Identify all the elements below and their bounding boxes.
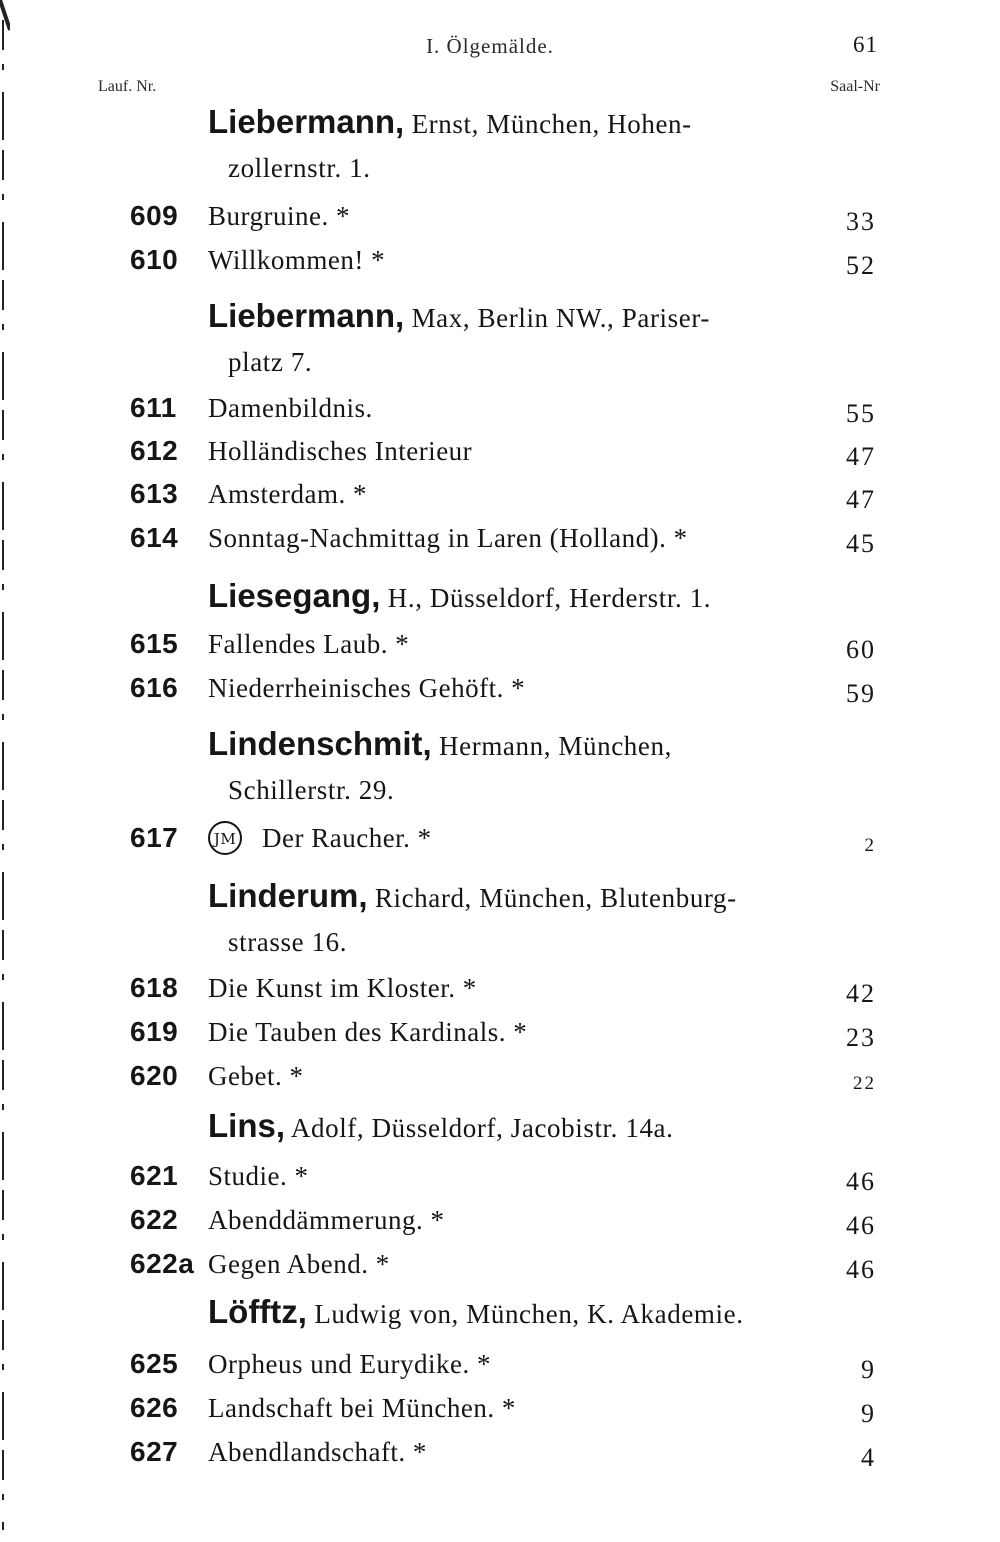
catalog-entry bbox=[130, 1430, 880, 1474]
catalog-entry bbox=[130, 1054, 880, 1098]
artist-heading bbox=[208, 1290, 828, 1336]
entry-number: 620 bbox=[130, 1060, 179, 1091]
entry-number: 625 bbox=[130, 1348, 179, 1379]
entry-room: 52 bbox=[846, 251, 876, 280]
page-number: 61 bbox=[853, 32, 878, 57]
entry-number: 622a bbox=[130, 1248, 195, 1279]
artist-heading bbox=[208, 722, 828, 812]
entry-number: 611 bbox=[130, 392, 177, 423]
entry-title-text: Der Raucher. * bbox=[262, 823, 432, 853]
entry-room: 22 bbox=[853, 1073, 876, 1094]
entry-number: 613 bbox=[130, 478, 179, 509]
artist-address: Ernst, München, Hohen- bbox=[411, 109, 692, 139]
artist-address: H., Düsseldorf, Herderstr. 1. bbox=[387, 583, 712, 613]
entry-title: Fallendes Laub. * bbox=[208, 629, 410, 659]
artist-name: Lindenschmit, bbox=[208, 725, 432, 762]
catalog-entry bbox=[130, 194, 880, 238]
entry-room: 55 bbox=[846, 399, 876, 428]
entry-title: Amsterdam. * bbox=[208, 479, 367, 509]
catalog-entry bbox=[130, 1242, 880, 1286]
artist-name: Lins, bbox=[208, 1107, 286, 1144]
monogram-seal-icon bbox=[208, 821, 242, 855]
catalog-entry bbox=[130, 429, 880, 473]
entry-room: 47 bbox=[846, 442, 876, 471]
entry-number: 612 bbox=[130, 435, 179, 466]
entry-room: 46 bbox=[846, 1255, 876, 1284]
entry-title: Die Tauben des Kardinals. * bbox=[208, 1017, 528, 1047]
entry-number: 619 bbox=[130, 1016, 179, 1047]
entry-title: Damenbildnis. bbox=[208, 393, 373, 423]
catalog-entry bbox=[130, 666, 880, 710]
entry-room: 2 bbox=[864, 835, 876, 856]
entry-number: 609 bbox=[130, 200, 179, 231]
catalog-entry bbox=[130, 966, 880, 1010]
artist-address-cont: Schillerstr. 29. bbox=[228, 775, 395, 805]
entry-number: 610 bbox=[130, 244, 179, 275]
artist-name: Liebermann, bbox=[208, 103, 405, 140]
entry-number: 614 bbox=[130, 522, 179, 553]
entry-number: 626 bbox=[130, 1392, 179, 1423]
entry-title: Willkommen! * bbox=[208, 245, 386, 275]
catalog-entry bbox=[130, 238, 880, 282]
catalog-entry bbox=[130, 1342, 880, 1386]
catalog-entry bbox=[130, 472, 880, 516]
artist-name: Liebermann, bbox=[208, 297, 405, 334]
entry-number: 615 bbox=[130, 628, 179, 659]
entry-title: Burgruine. * bbox=[208, 201, 350, 231]
artist-name: Löfftz, bbox=[208, 1293, 307, 1330]
catalog-entry bbox=[130, 516, 880, 560]
entry-title: Sonntag-Nachmittag in Laren (Holland). * bbox=[208, 523, 688, 553]
column-head-room-number: Saal-Nr bbox=[830, 78, 880, 95]
catalog-entry bbox=[130, 1386, 880, 1430]
catalog-entry bbox=[130, 386, 880, 430]
entry-title: Gegen Abend. * bbox=[208, 1249, 390, 1279]
artist-heading bbox=[208, 874, 828, 964]
entry-room: 46 bbox=[846, 1167, 876, 1196]
catalog-entry bbox=[130, 622, 880, 666]
entry-title: Abenddämmerung. * bbox=[208, 1205, 445, 1235]
artist-address-cont: platz 7. bbox=[228, 347, 313, 377]
artist-heading bbox=[208, 294, 828, 384]
catalog-entry bbox=[130, 1010, 880, 1054]
artist-heading bbox=[208, 100, 828, 190]
artist-address: Adolf, Düsseldorf, Jacobistr. 14a. bbox=[290, 1113, 674, 1143]
artist-address: Ludwig von, München, K. Akademie. bbox=[314, 1299, 744, 1329]
monogram-seal-text: JM bbox=[213, 829, 237, 848]
entry-room: 23 bbox=[846, 1023, 876, 1052]
entry-title: Niederrheinisches Gehöft. * bbox=[208, 673, 526, 703]
entry-title: Abendlandschaft. * bbox=[208, 1437, 427, 1467]
entry-title: Landschaft bei München. * bbox=[208, 1393, 516, 1423]
entry-number: 616 bbox=[130, 672, 179, 703]
catalog-entry bbox=[130, 1154, 880, 1198]
entry-room: 59 bbox=[846, 679, 876, 708]
entry-room: 47 bbox=[846, 485, 876, 514]
entry-room: 60 bbox=[846, 635, 876, 664]
artist-name: Liesegang, bbox=[208, 577, 381, 614]
entry-room: 33 bbox=[846, 207, 876, 236]
artist-address-cont: zollernstr. 1. bbox=[228, 153, 371, 183]
artist-name: Linderum, bbox=[208, 877, 368, 914]
entry-room: 46 bbox=[846, 1211, 876, 1240]
entry-number: 617 bbox=[130, 822, 179, 853]
running-title: I. Ölgemälde. bbox=[426, 34, 554, 58]
entry-title: Studie. * bbox=[208, 1161, 309, 1191]
artist-address: Richard, München, Blutenburg- bbox=[374, 883, 737, 913]
artist-heading bbox=[208, 1104, 828, 1150]
artist-heading bbox=[208, 574, 828, 620]
entry-title: Gebet. * bbox=[208, 1061, 304, 1091]
entry-room: 9 bbox=[861, 1399, 876, 1428]
catalog-entry bbox=[130, 816, 880, 860]
entry-number: 622 bbox=[130, 1204, 179, 1235]
artist-address: Max, Berlin NW., Pariser- bbox=[411, 303, 710, 333]
entry-number: 618 bbox=[130, 972, 179, 1003]
entry-title: Orpheus und Eurydike. * bbox=[208, 1349, 491, 1379]
catalog-entry bbox=[130, 1198, 880, 1242]
artist-address: Hermann, München, bbox=[439, 731, 672, 761]
entry-title: Die Kunst im Kloster. * bbox=[208, 973, 477, 1003]
entry-room: 9 bbox=[861, 1355, 876, 1384]
entry-number: 621 bbox=[130, 1160, 179, 1191]
entry-room: 45 bbox=[846, 529, 876, 558]
entry-room: 4 bbox=[861, 1443, 876, 1472]
entry-title bbox=[208, 816, 432, 860]
column-head-running-number: Lauf. Nr. bbox=[98, 78, 157, 95]
artist-address-cont: strasse 16. bbox=[228, 927, 348, 957]
entry-title: Holländisches Interieur bbox=[208, 436, 473, 466]
entry-room: 42 bbox=[846, 979, 876, 1008]
binding-edge bbox=[0, 0, 10, 1542]
entry-number: 627 bbox=[130, 1436, 179, 1467]
